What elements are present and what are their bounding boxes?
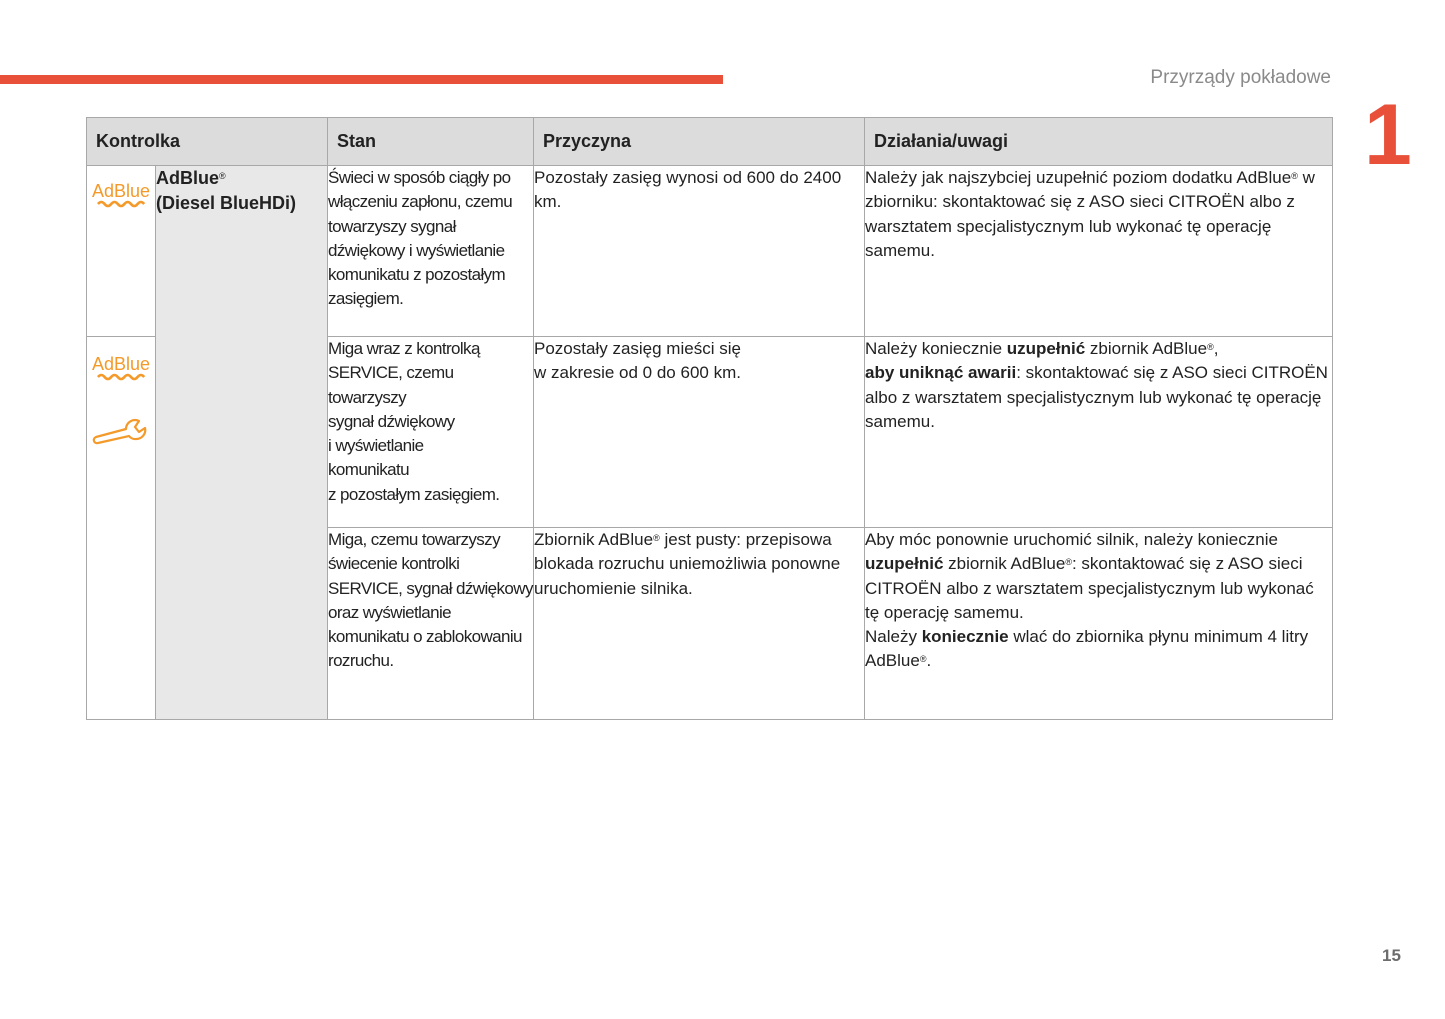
service-wrench-icon xyxy=(92,415,150,449)
dzialania-cell: Należy koniecznie uzupełnić zbiornik AdBlue®, aby uniknąć awarii: skontaktować się z ASO sieci CITROËN albo z warsztatem specjalistycznym lub wykonać tę operację samemu. xyxy=(865,337,1333,528)
adblue-icon-label: AdBlue xyxy=(91,354,151,374)
indicator-name: AdBlue xyxy=(156,168,219,188)
stan-cell: Miga, czemu towarzyszy świecenie kontrolki SERVICE, sygnał dźwiękowy oraz wyświetlanie komunikatu o zablokowaniu rozruchu. xyxy=(328,528,534,720)
icon-cell xyxy=(87,337,156,720)
przyczyna-cell: Zbiornik AdBlue® jest pusty: przepisowa blokada rozruchu uniemożliwia ponowne uruchomienie silnika. xyxy=(534,528,865,720)
chapter-number: 1 xyxy=(1364,87,1412,183)
table-header-row xyxy=(87,118,1333,166)
adblue-icon xyxy=(91,180,151,214)
indicator-name-cell: AdBlue® (Diesel BlueHDi) xyxy=(156,166,328,720)
column-header-przyczyna: Przyczyna xyxy=(534,118,865,166)
przyczyna-cell: Pozostały zasięg mieści się w zakresie od 0 do 600 km. xyxy=(534,337,865,528)
adblue-icon xyxy=(91,353,151,387)
dzialania-cell: Aby móc ponownie uruchomić silnik, należy koniecznie uzupełnić zbiornik AdBlue®: skontaktować się z ASO sieci CITROËN albo z warsztatem specjalistycznym lub wykonać tę operację samemu. Należy koniecznie wlać do zbiornika płynu minimum 4 litry AdBlue®. xyxy=(865,528,1333,720)
column-header-kontrolka: Kontrolka xyxy=(87,118,328,166)
dzialania-cell: Należy jak najszybciej uzupełnić poziom dodatku AdBlue® w zbiorniku: skontaktować się z ASO sieci CITROËN albo z warsztatem specjalistycznym lub wykonać tę operację samemu. xyxy=(865,166,1333,337)
stan-cell: Miga wraz z kontrolką SERVICE, czemu towarzyszy sygnał dźwiękowy i wyświetlanie komunikatu z pozostałym zasięgiem. xyxy=(328,337,534,528)
page-number: 15 xyxy=(1382,946,1401,965)
table-row xyxy=(87,166,1333,337)
icon-cell xyxy=(87,166,156,337)
column-header-dzialania: Działania/uwagi xyxy=(865,118,1333,166)
column-header-stan: Stan xyxy=(328,118,534,166)
section-title: Przyrządy pokładowe xyxy=(1150,67,1331,88)
adblue-icon-label: AdBlue xyxy=(91,181,151,201)
header-accent-bar xyxy=(0,75,723,84)
indicator-subtitle: (Diesel BlueHDi) xyxy=(156,193,297,213)
przyczyna-cell: Pozostały zasięg wynosi od 600 do 2400 km. xyxy=(534,166,865,337)
indicator-table xyxy=(86,117,1333,720)
stan-cell: Świeci w sposób ciągły po włączeniu zapłonu, czemu towarzyszy sygnał dźwiękowy i wyświetlanie komunikatu z pozostałym zasięgiem. xyxy=(328,166,534,337)
